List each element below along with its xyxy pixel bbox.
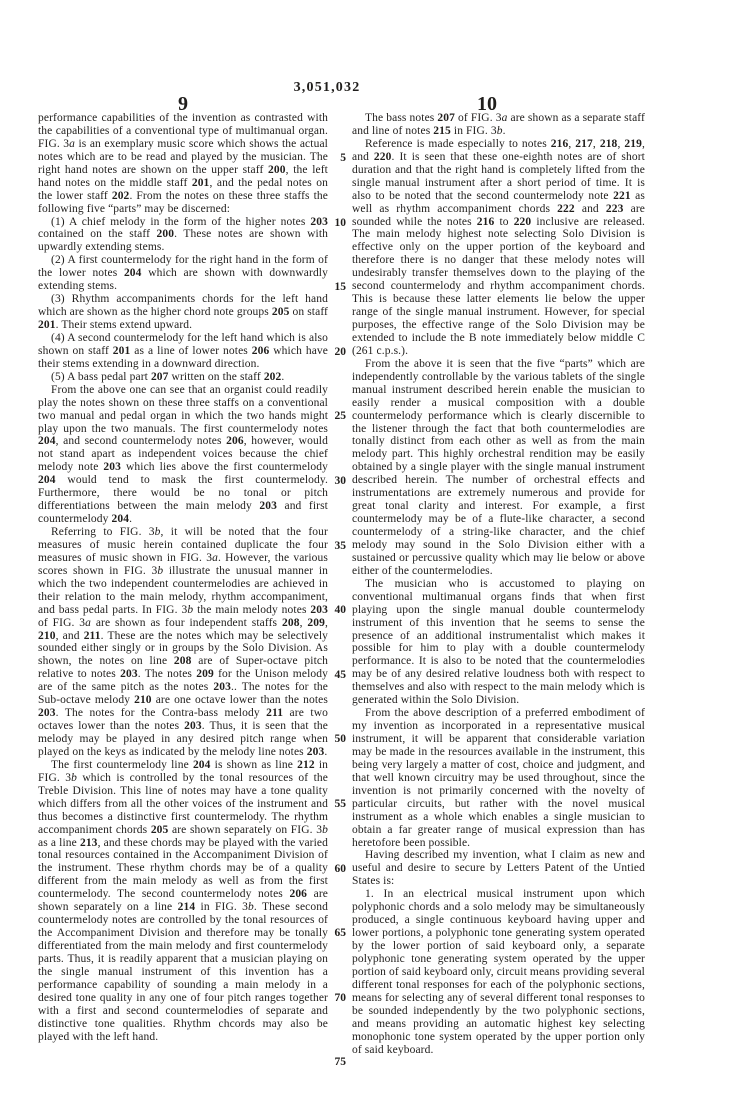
paragraph: performance capabilities of the invention as contrasted with the capabilities of a conventional type of multimanual organ. FIG. 3a is an exemplary music score which shows the actual notes which are to be read and played by the musician. The right hand notes are shown on the upper staff 200, the left hand notes on the middle staff 201, and the pedal notes on the lower staff 202. From the notes on these three staffs the following five “parts” may be discerned: bbox=[38, 112, 328, 215]
line-number: 35 bbox=[334, 539, 346, 552]
paragraph: From the above one can see that an organist could readily play the notes shown on these three staffs on a conventional two manual and pedal organ in which the two hands might play upon the two manuals. The first countermelody notes 204, and second countermelody notes 206, however, would not stand apart as independent voices because the chief melody note 203 which lies above the first countermelody 204 would tend to mask the first countermelody. Furthermore, there would be no tonal or pitch differentiations between the main melody 203 and first countermelody 204. bbox=[38, 383, 328, 526]
line-number: 15 bbox=[334, 281, 346, 294]
line-number: 40 bbox=[334, 604, 346, 617]
line-number: 30 bbox=[334, 475, 346, 487]
paragraph: (2) A first countermelody for the right hand in the form of the lower notes 204 which are shown with downwardly extending stems. bbox=[38, 254, 328, 293]
paragraph: The musician who is accustomed to playing on conventional multimanual organs finds that when first playing upon the single manual double countermelody instrument of this invention that he seems to sense the presence of an additional instrumentalist which makes it possible for him to play with a double countermelody performance. It is also to be noted that the countermelodies may be of any desired relative loudness both with respect to themselves and also with respect to the main melody which is generated within the Solo Division. bbox=[352, 577, 645, 707]
right-text-column bbox=[352, 112, 645, 1056]
column-number-left: 9 bbox=[178, 93, 188, 115]
line-number: 20 bbox=[334, 345, 346, 358]
paragraph: The first countermelody line 204 is shown as line 212 in FIG. 3b which is controlled by the tonal resources of the Treble Division. This line of notes may have a tone quality which differs from all the other voices of the instrument and thus becomes a distinctive first countermelody. The rhythm accompaniment chords 205 are shown separately on FIG. 3b as a line 213, and these chords may be played with the varied tonal resources contained in the Accompaniment Division of the instrument. These rhythm chords may be of a quality different from the main melody as well as from the first countermelody. The second countermelody notes 206 are shown separately on a line 214 in FIG. 3b. These second countermelody notes are controlled by the tonal resources of the Accompaniment Division and therefore may be tonally differentiated from the main melody and first countermelody parts. Thus, it is readily apparent that a musician playing on the single manual instrument of this invention has a performance capability of sounding a main melody in a desired tone quality in any one of four pitch ranges together with a first and second countermelodies of separate and distinctive tone qualities. Rhythm chcords may also be played with the left hand. bbox=[38, 758, 328, 1043]
paragraph: Having described my invention, what I claim as new and useful and desire to secure by Letters Patent of the Untied States is: bbox=[352, 849, 645, 888]
paragraph: (1) A chief melody in the form of the higher notes 203 contained on the staff 200. These notes are shown with upwardly extending stems. bbox=[38, 215, 328, 254]
paragraph: (5) A bass pedal part 207 written on the staff 202. bbox=[51, 370, 285, 383]
column-number-right: 10 bbox=[477, 93, 497, 115]
line-number: 60 bbox=[334, 862, 346, 875]
line-number: 10 bbox=[334, 216, 346, 229]
line-number: 65 bbox=[334, 927, 346, 940]
paragraph: (4) A second countermelody for the left hand which is also shown on staff 201 as a line of lower notes 206 which have their stems extending in a downward direction. bbox=[38, 331, 328, 370]
line-number: 50 bbox=[334, 733, 346, 746]
line-number: 45 bbox=[334, 668, 346, 681]
line-number: 25 bbox=[334, 410, 346, 423]
line-number: 5 bbox=[340, 152, 346, 164]
paragraph: From the above it is seen that the five “parts” which are independently controllable by the various tablets of the single manual instrument described herein enable the musician to easily render a musical composition with a double countermelody performance which is clearly discernible to the listener through the fact that both countermelodies are tonally distinct from each other as well as from the main melody part. This highly orchestral rendition may be easily obtained by a single player with the single manual instrument described herein. The number of orchestral effects and instrumentations are extremely numerous and provide for great tonal clarity and interest. For example, a first countermelody may be of a flute-like character, a second countermelody of a string-like character, and the chief melody may sound in the Solo Division either with a sustained or percussive quality which may lie below or above either of the countermelodies. bbox=[352, 357, 645, 577]
line-number: 70 bbox=[334, 991, 346, 1004]
paragraph: Referring to FIG. 3b, it will be noted that the four measures of music herein contained duplicate the four measures of music shown in FIG. 3a. However, the various scores shown in FIG. 3b illustrate the unusual manner in which the two independent countermelodies are achieved in their relation to the main melody, rhythm accompaniment, and bass pedal parts. In FIG. 3b the main melody notes 203 of FIG. 3a are shown as four independent staffs 208, 209, 210, and 211. These are the notes which may be selectively sounded either singly or in groups by the Solo Division. As shown, the notes on line 208 are of Super-octave pitch relative to notes 203. The notes 209 for the Unison melody are of the same pitch as the notes 203.. The notes for the Sub-octave melody 210 are one octave lower than the notes 203. The notes for the Contra-bass melody 211 are two octaves lower than the notes 203. Thus, it is seen that the melody may be played in any desired pitch range when played on the keys as indicated by the melody line notes 203. bbox=[38, 526, 329, 758]
line-number: 55 bbox=[334, 798, 346, 810]
paragraph: Reference is made especially to notes 216, 217, 218, 219, and 220. It is seen that these one-eighth notes are of short duration and that the right hand is completely lifted from the single manual instrument after a short period of time. It is also to be noted that the second countermelody note 221 as well as rhythm accompaniment chords 222 and 223 are sounded while the notes 216 to 220 inclusive are released. The main melody highest note selecting Solo Division is effective only on the upper portion of the keyboard and therefore there is no danger that these melody notes will undesirably transfer themselves down to the playing of the second countermelody and rhythm accompaniment chords. This is because these latter elements lie below the upper range of the single manual instrument. However, for special purposes, the effective range of the Solo Division may be extended to include the B note immediately below middle C (261 c.p.s.). bbox=[352, 137, 646, 357]
paragraph: The bass notes 207 of FIG. 3a are shown as a separate staff and line of notes 215 in FIG. 3b. bbox=[352, 112, 645, 137]
paragraph: 1. In an electrical musical instrument upon which polyphonic chords and a solo melody may be simultaneously produced, a single continuous keyboard having upper and lower portions, a polyphonic tone generating system operated by the lower portion of said keyboard only, a separate polyphonic tone generating system operated by the upper portion of said keyboard only, circuit means providing several different tonal responses for each of the polyphonic sections, means for selecting any of several different tonal responses to be sounded independently by the two polyphonic sections, and means providing an automatic highest key selecting monophonic tone system operated by the upper portion only of said keyboard. bbox=[352, 888, 645, 1056]
patent-number: 3,051,032 bbox=[293, 80, 361, 95]
paragraph: From the above description of a preferred embodiment of my invention as incorporated in a representative musical instrument, it will be apparent that considerable variation may be made in the resources available in the instrument, this being very largely a matter of cost, choice and judgment, and that well known circuitry may be used throughout, since the invention is not primarily concerned with the novelty of particular circuits, but rather with the novel musical instrument as a whole which enables a single musician to obtain a far greater range of musical expression than has heretofore been possible. bbox=[352, 707, 645, 849]
line-number: 75 bbox=[334, 1056, 346, 1069]
paragraph: (3) Rhythm accompaniments chords for the left hand which are shown as the higher chord note groups 205 on staff 201. Their stems extend upward. bbox=[38, 293, 328, 331]
left-text-column bbox=[38, 112, 328, 1044]
